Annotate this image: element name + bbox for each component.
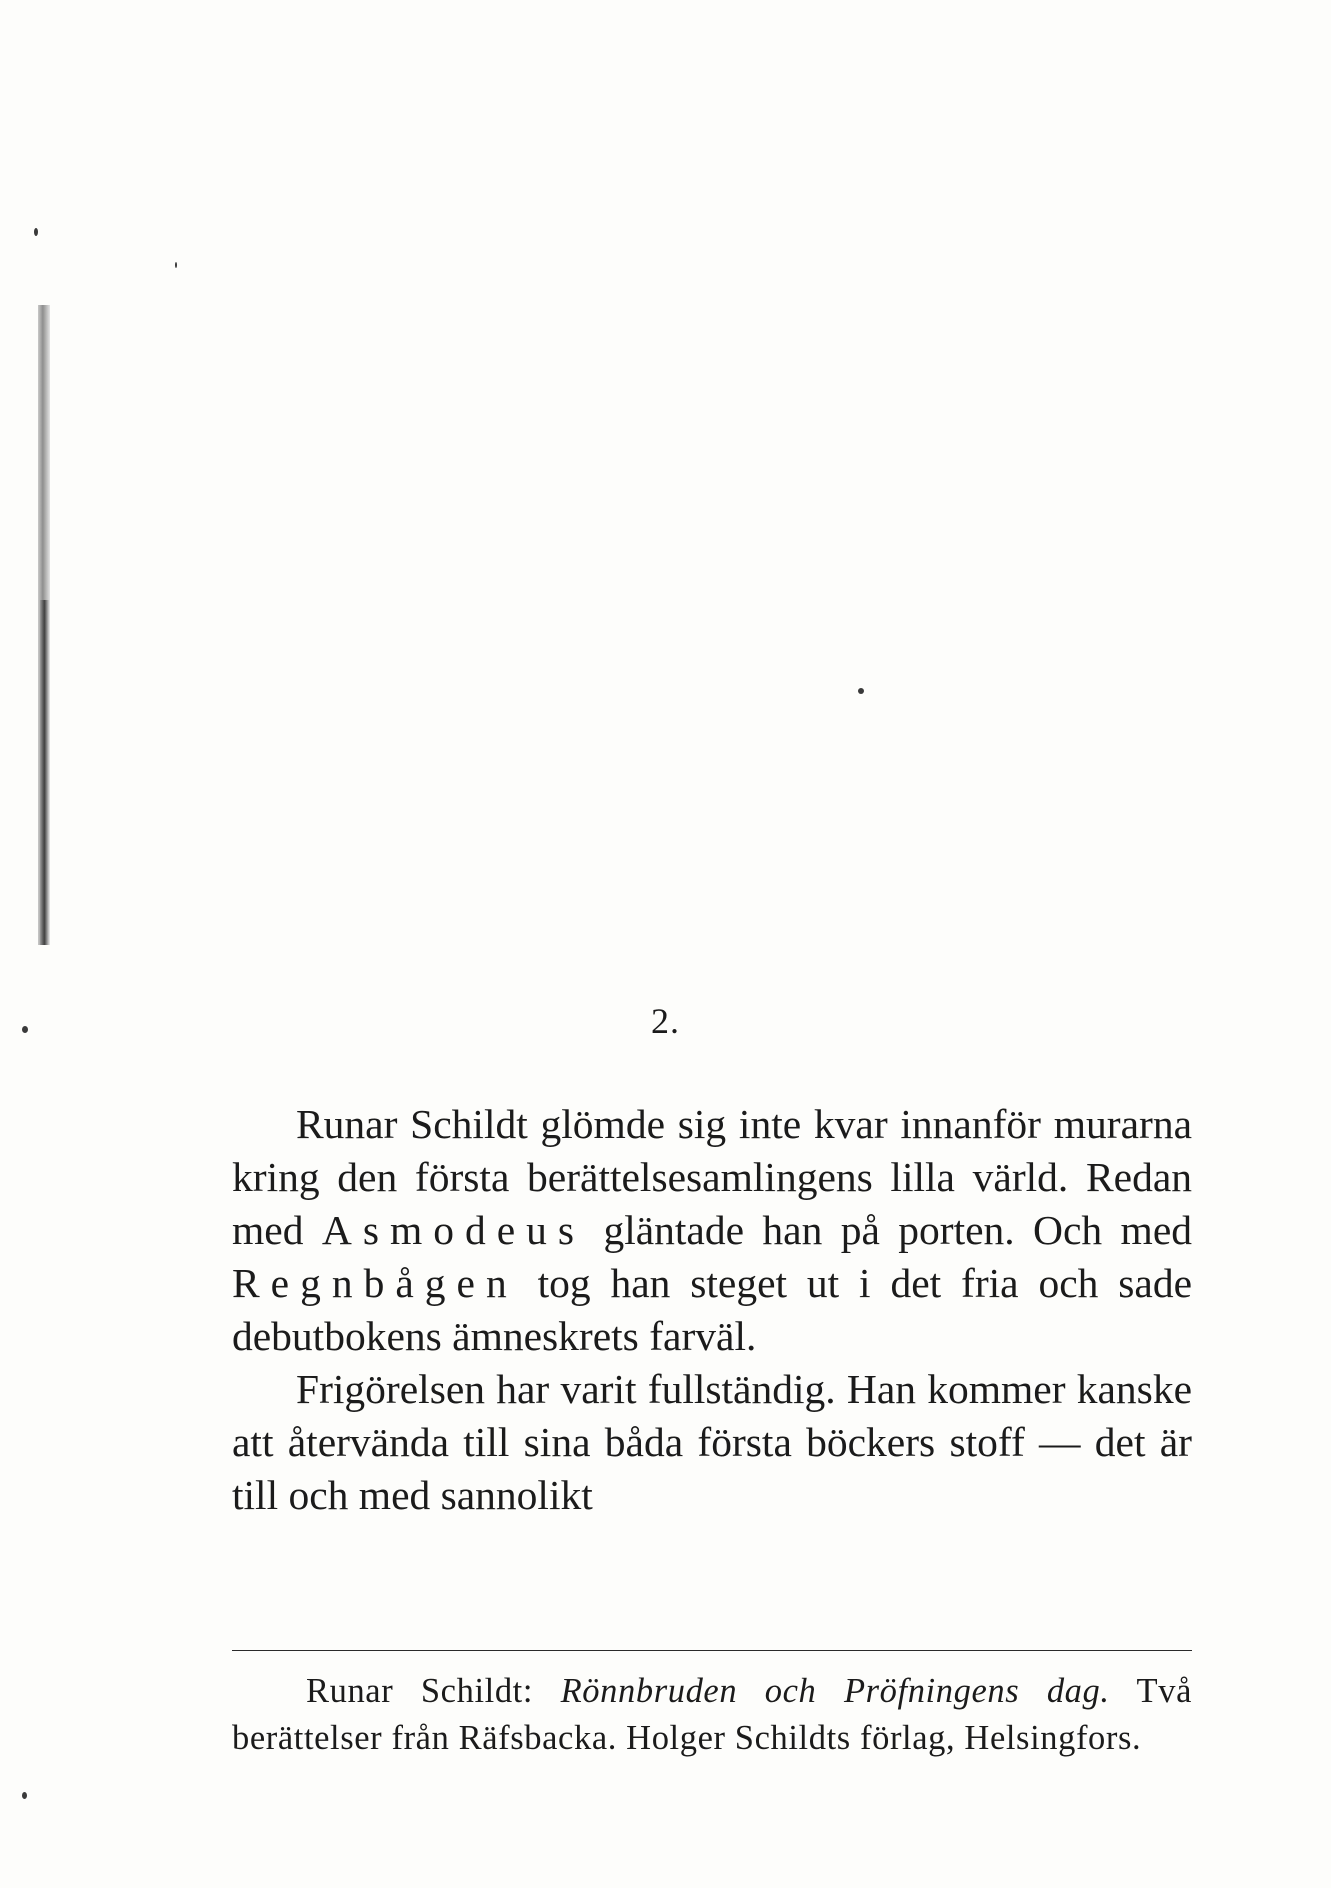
speck — [175, 262, 177, 268]
footnote-text — [232, 1668, 1192, 1762]
gutter-shadow-dark — [40, 600, 49, 945]
paragraph-1 — [232, 1098, 1192, 1363]
body-text — [232, 1098, 1192, 1522]
footnote-rest: Två berättelser från Räfsbacka. Holger Schildts förlag, Helsingfors. — [232, 1672, 1192, 1757]
title-regnbagen: Regnbågen — [232, 1260, 518, 1306]
footnote — [232, 1668, 1192, 1762]
paragraph-1-before: Runar Schildt glömde sig inte kvar innanför murarna kring den första berättelsesamlingens lilla värld. Redan med — [232, 1101, 1192, 1253]
paragraph-1-middle: gläntade han på porten. Och med — [585, 1207, 1192, 1253]
speck — [22, 1792, 27, 1799]
footnote-divider — [232, 1650, 1192, 1651]
speck — [858, 688, 864, 694]
footnote-titles: Rönnbruden och Pröfningens dag. — [560, 1672, 1110, 1710]
paragraph-1-after: tog han steget ut i det fria och sade debutbokens ämneskrets farväl. — [232, 1260, 1192, 1359]
paragraph-2: Frigörelsen har varit fullständig. Han kommer kanske att återvända till sina båda första böckers stoff — det är till och med sannolikt — [232, 1366, 1192, 1518]
speck — [34, 228, 38, 236]
section-number: 2. — [651, 1001, 680, 1041]
title-asmodeus: Asmodeus — [321, 1207, 586, 1253]
footnote-author: Runar Schildt: — [306, 1672, 561, 1710]
